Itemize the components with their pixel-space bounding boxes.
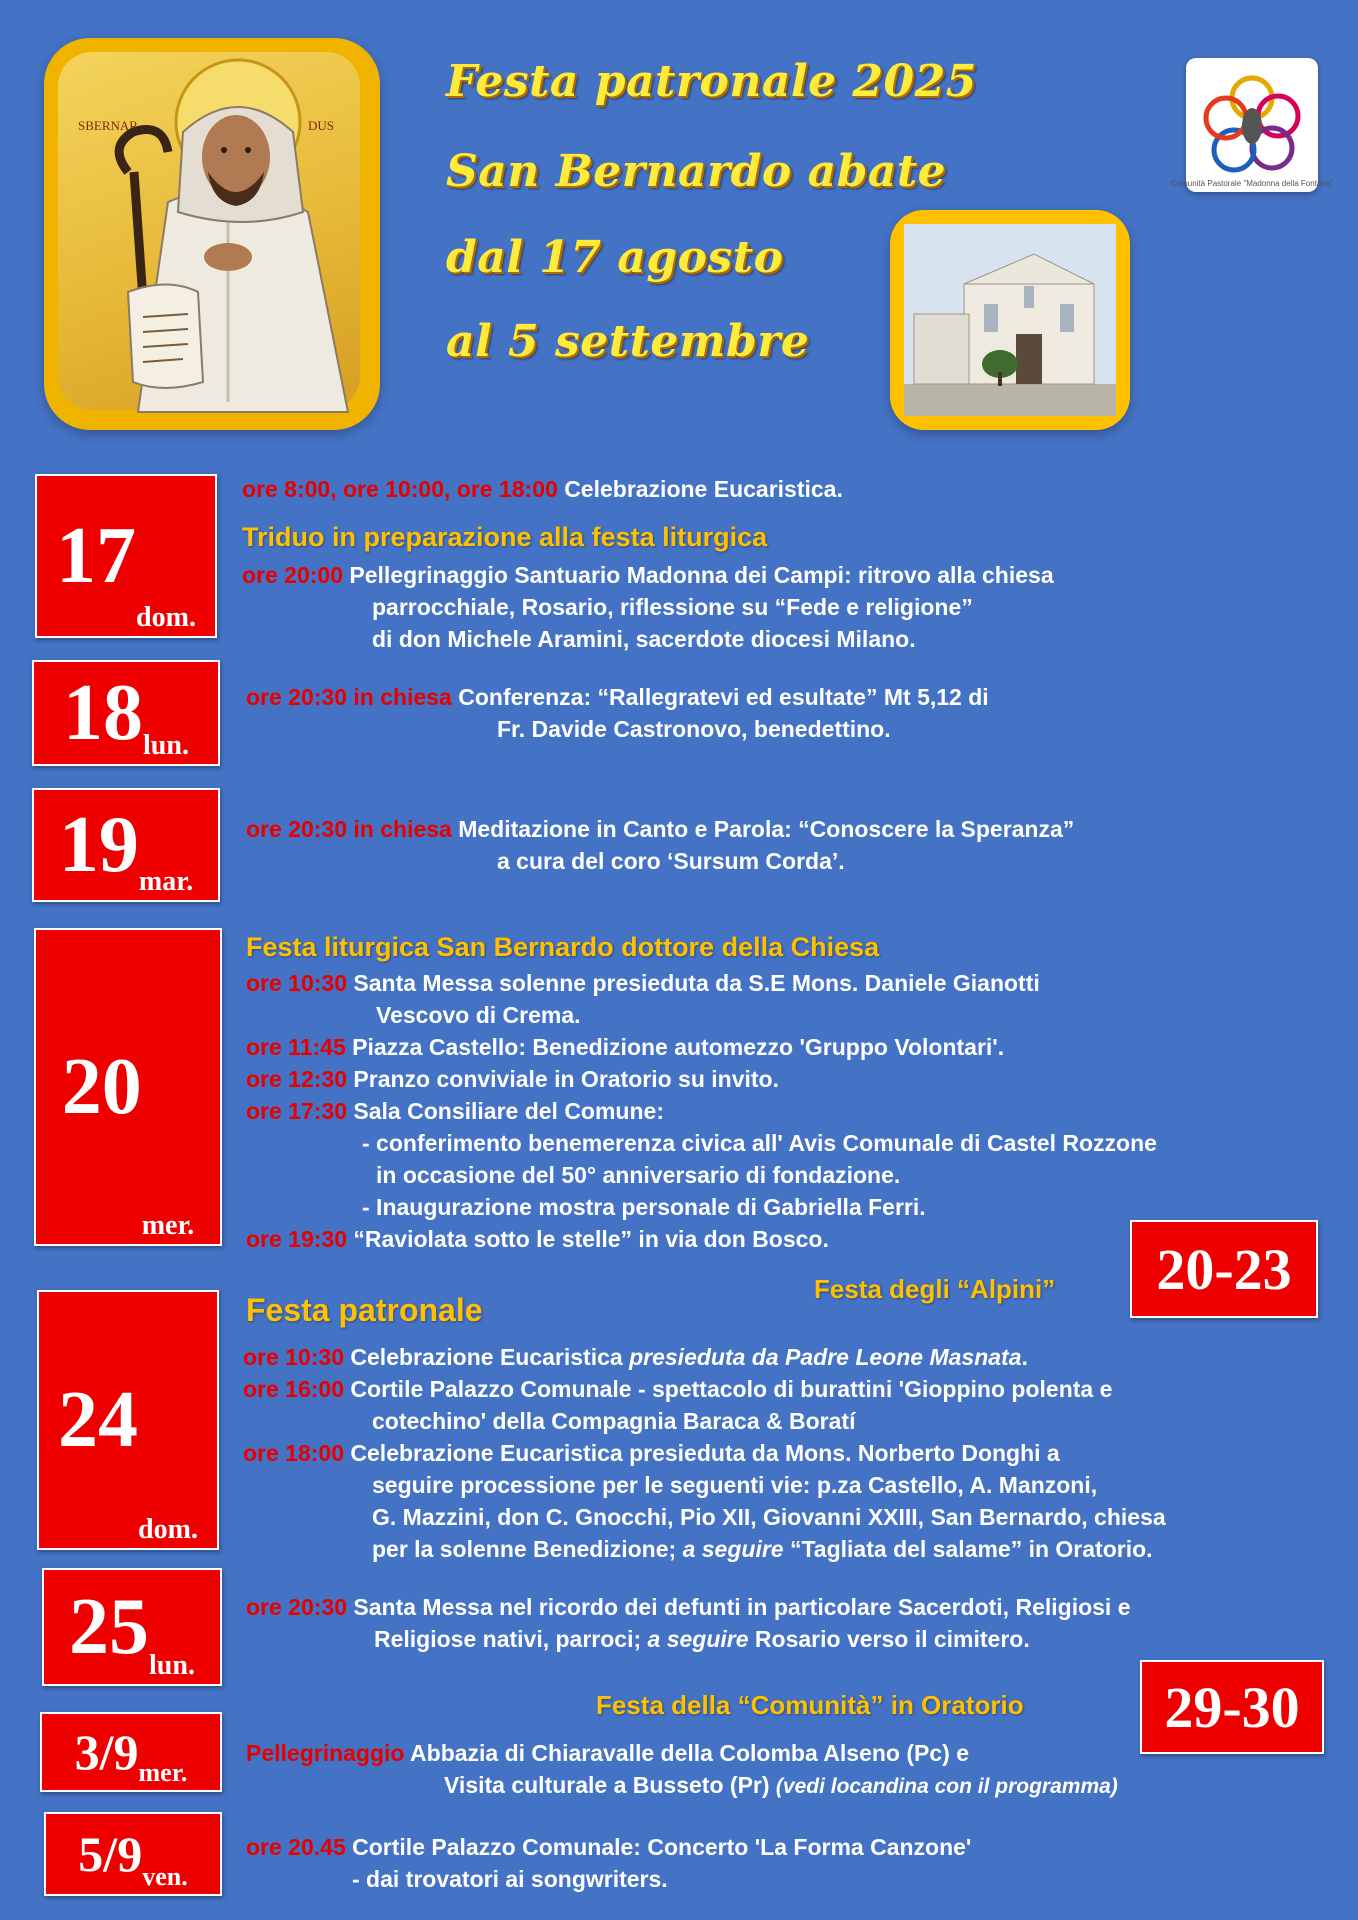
day-weekday: ven. <box>142 1862 188 1891</box>
d24-line-7 <box>372 1538 1153 1561</box>
d20-line-1 <box>246 972 1040 995</box>
d19-line-1 <box>246 818 1074 841</box>
day-number: 20 <box>61 1043 142 1131</box>
time-label: ore 19:30 <box>246 1226 348 1252</box>
church-photo-frame <box>890 210 1130 430</box>
d59-line-1 <box>246 1836 971 1859</box>
day-box-5-9 <box>44 1812 222 1896</box>
alpini-label: Festa degli “Alpini” <box>814 1274 1056 1304</box>
day-number: 19 <box>58 801 139 889</box>
event-text: Religiose nativi, parroci; <box>374 1626 642 1652</box>
title-line-1: Festa patronale 2025 <box>446 56 977 107</box>
icon-inscription-left: SBERNAR <box>78 118 138 133</box>
d24-line-6: G. Mazzini, don C. Gnocchi, Pio XII, Giovanni XXIII, San Bernardo, chiesa <box>372 1504 1166 1530</box>
church-photo <box>904 224 1116 416</box>
event-text: per la solenne Benedizione; <box>372 1536 677 1562</box>
event-text-italic: presieduta da Padre Leone Masnata <box>629 1344 1022 1370</box>
event-text-italic: (vedi locandina con il programma) <box>775 1775 1118 1798</box>
event-text: Conferenza: “Rallegratevi ed esultate” Mt 5,12 di <box>458 684 989 710</box>
time-label: ore 20.45 <box>246 1834 346 1860</box>
day-weekday: mar. <box>138 866 194 897</box>
d20-line-6: - conferimento benemerenza civica all' Avis Comunale di Castel Rozzone <box>362 1130 1157 1156</box>
d17-line-3: parrocchiale, Rosario, riflessione su “Fede e religione” <box>372 594 973 620</box>
event-text: . <box>1021 1344 1028 1370</box>
d24-line-3: cotechino' della Compagnia Baraca & Boratí <box>372 1408 856 1434</box>
d24-heading: Festa patronale <box>246 1292 483 1328</box>
d19-line-2: a cura del coro ‘Sursum Corda’. <box>497 848 845 874</box>
event-text: Celebrazione Eucaristica. <box>564 476 843 502</box>
saint-bernard-illustration <box>58 52 360 410</box>
d20-line-4 <box>246 1068 779 1091</box>
d25-line-1 <box>246 1596 1131 1619</box>
d24-line-5: seguire processione per le seguenti vie: p.za Castello, A. Manzoni, <box>372 1472 1098 1498</box>
day-number: 17 <box>56 512 137 600</box>
day-box-25 <box>42 1568 222 1686</box>
time-label: ore 8:00, ore 10:00, ore 18:00 <box>242 476 558 502</box>
d39-line-2 <box>444 1774 1118 1797</box>
d20-line-8: - Inaugurazione mostra personale di Gabriella Ferri. <box>362 1194 926 1220</box>
time-label: ore 20:30 in chiesa <box>246 816 452 842</box>
title-line-3: dal 17 agosto <box>446 232 784 283</box>
event-text: Santa Messa solenne presieduta da S.E Mons. Daniele Gianotti <box>353 970 1040 996</box>
d20-line-9 <box>246 1228 829 1251</box>
d24-line-4 <box>243 1442 1060 1465</box>
day-weekday: mer. <box>138 1758 188 1787</box>
saint-icon-frame <box>44 38 380 430</box>
time-label: ore 12:30 <box>246 1066 348 1092</box>
event-text: “Raviolata sotto le stelle” in via don Bosco. <box>353 1226 829 1252</box>
event-text: Pellegrinaggio Santuario Madonna dei Campi: ritrovo alla chiesa <box>349 562 1054 588</box>
d17-heading: Triduo in preparazione alla festa liturgica <box>242 522 768 552</box>
time-label: ore 20:30 in chiesa <box>246 684 452 710</box>
day-box-17 <box>35 474 217 638</box>
event-text: Santa Messa nel ricordo dei defunti in particolare Sacerdoti, Religiosi e <box>353 1594 1131 1620</box>
d17-line-4: di don Michele Aramini, sacerdote diocesi Milano. <box>372 626 916 652</box>
event-text: Pranzo conviviale in Oratorio su invito. <box>353 1066 779 1092</box>
d20-line-2: Vescovo di Crema. <box>376 1002 581 1028</box>
time-label: ore 16:00 <box>243 1376 345 1402</box>
event-text: Abbazia di Chiaravalle della Colomba Alseno (Pc) e <box>410 1740 969 1766</box>
event-text-italic: a seguire <box>682 1536 784 1562</box>
title-line-2: San Bernardo abate <box>446 146 947 197</box>
event-text-italic: a seguire <box>647 1626 749 1652</box>
event-text: Cortile Palazzo Comunale: Concerto 'La Forma Canzone' <box>352 1834 972 1860</box>
day-box-24 <box>37 1290 219 1550</box>
d17-line-1 <box>242 478 843 501</box>
day-weekday: dom. <box>138 1514 198 1545</box>
time-label: ore 17:30 <box>246 1098 348 1124</box>
title-line-4: al 5 settembre <box>446 316 810 367</box>
d20-heading: Festa liturgica San Bernardo dottore della Chiesa <box>246 932 880 962</box>
church-illustration <box>904 224 1116 416</box>
icon-inscription-right: DUS <box>308 118 335 133</box>
d18-line-2: Fr. Davide Castronovo, benedettino. <box>497 716 891 742</box>
d39-line-1 <box>246 1742 969 1765</box>
time-label: ore 20:00 <box>242 562 344 588</box>
range-box-20-23: 20-23 <box>1130 1220 1318 1318</box>
day-number: 18 <box>63 669 144 757</box>
community-logo-text: Comunità Pastorale "Madonna della Fontana" <box>1170 179 1334 188</box>
event-text: Sala Consiliare del Comune: <box>353 1098 664 1124</box>
d24-line-2 <box>243 1378 1112 1401</box>
d59-line-2: - dai trovatori ai songwriters. <box>352 1866 668 1892</box>
day-box-19 <box>32 788 220 902</box>
d18-line-1 <box>246 686 989 709</box>
time-label: ore 10:30 <box>246 970 348 996</box>
range-box-29-30: 29-30 <box>1140 1660 1324 1754</box>
day-box-18 <box>32 660 220 766</box>
saint-bernard-icon-image <box>58 52 360 410</box>
event-text: Meditazione in Canto e Parola: “Conoscere la Speranza” <box>458 816 1075 842</box>
day-weekday: lun. <box>149 1650 195 1681</box>
day-weekday: lun. <box>143 730 189 761</box>
day-box-3-9 <box>40 1712 222 1792</box>
time-label: ore 20:30 <box>246 1594 348 1620</box>
time-label: ore 18:00 <box>243 1440 345 1466</box>
d25-line-2 <box>374 1628 1030 1651</box>
day-number: 5/9 <box>78 1826 143 1882</box>
event-text: Rosario verso il cimitero. <box>754 1626 1030 1652</box>
event-text: “Tagliata del salame” in Oratorio. <box>789 1536 1153 1562</box>
day-number: 3/9 <box>74 1724 139 1780</box>
d17-line-2 <box>242 564 1054 587</box>
time-label: ore 10:30 <box>243 1344 345 1370</box>
community-logo <box>1170 58 1334 192</box>
d20-line-7: in occasione del 50° anniversario di fondazione. <box>376 1162 901 1188</box>
day-number: 25 <box>69 1583 150 1671</box>
event-text: Visita culturale a Busseto (Pr) <box>444 1772 770 1798</box>
d20-line-3 <box>246 1036 1004 1059</box>
community-logo-icon <box>1170 58 1334 192</box>
day-number: 24 <box>58 1376 139 1464</box>
event-text: Celebrazione Eucaristica <box>350 1344 623 1370</box>
comunita-label: Festa della “Comunità” in Oratorio <box>596 1690 1024 1720</box>
event-text: Cortile Palazzo Comunale - spettacolo di burattini 'Gioppino polenta e <box>350 1376 1113 1402</box>
day-box-20 <box>34 928 222 1246</box>
event-text: Celebrazione Eucaristica presieduta da Mons. Norberto Donghi a <box>350 1440 1060 1466</box>
d20-line-5 <box>246 1100 664 1123</box>
day-weekday: mer. <box>141 1210 195 1241</box>
d24-line-1 <box>243 1346 1028 1369</box>
event-text: Piazza Castello: Benedizione automezzo 'Gruppo Volontari'. <box>352 1034 1005 1060</box>
day-weekday: dom. <box>136 602 196 633</box>
time-label: Pellegrinaggio <box>246 1740 405 1766</box>
time-label: ore 11:45 <box>246 1034 346 1060</box>
